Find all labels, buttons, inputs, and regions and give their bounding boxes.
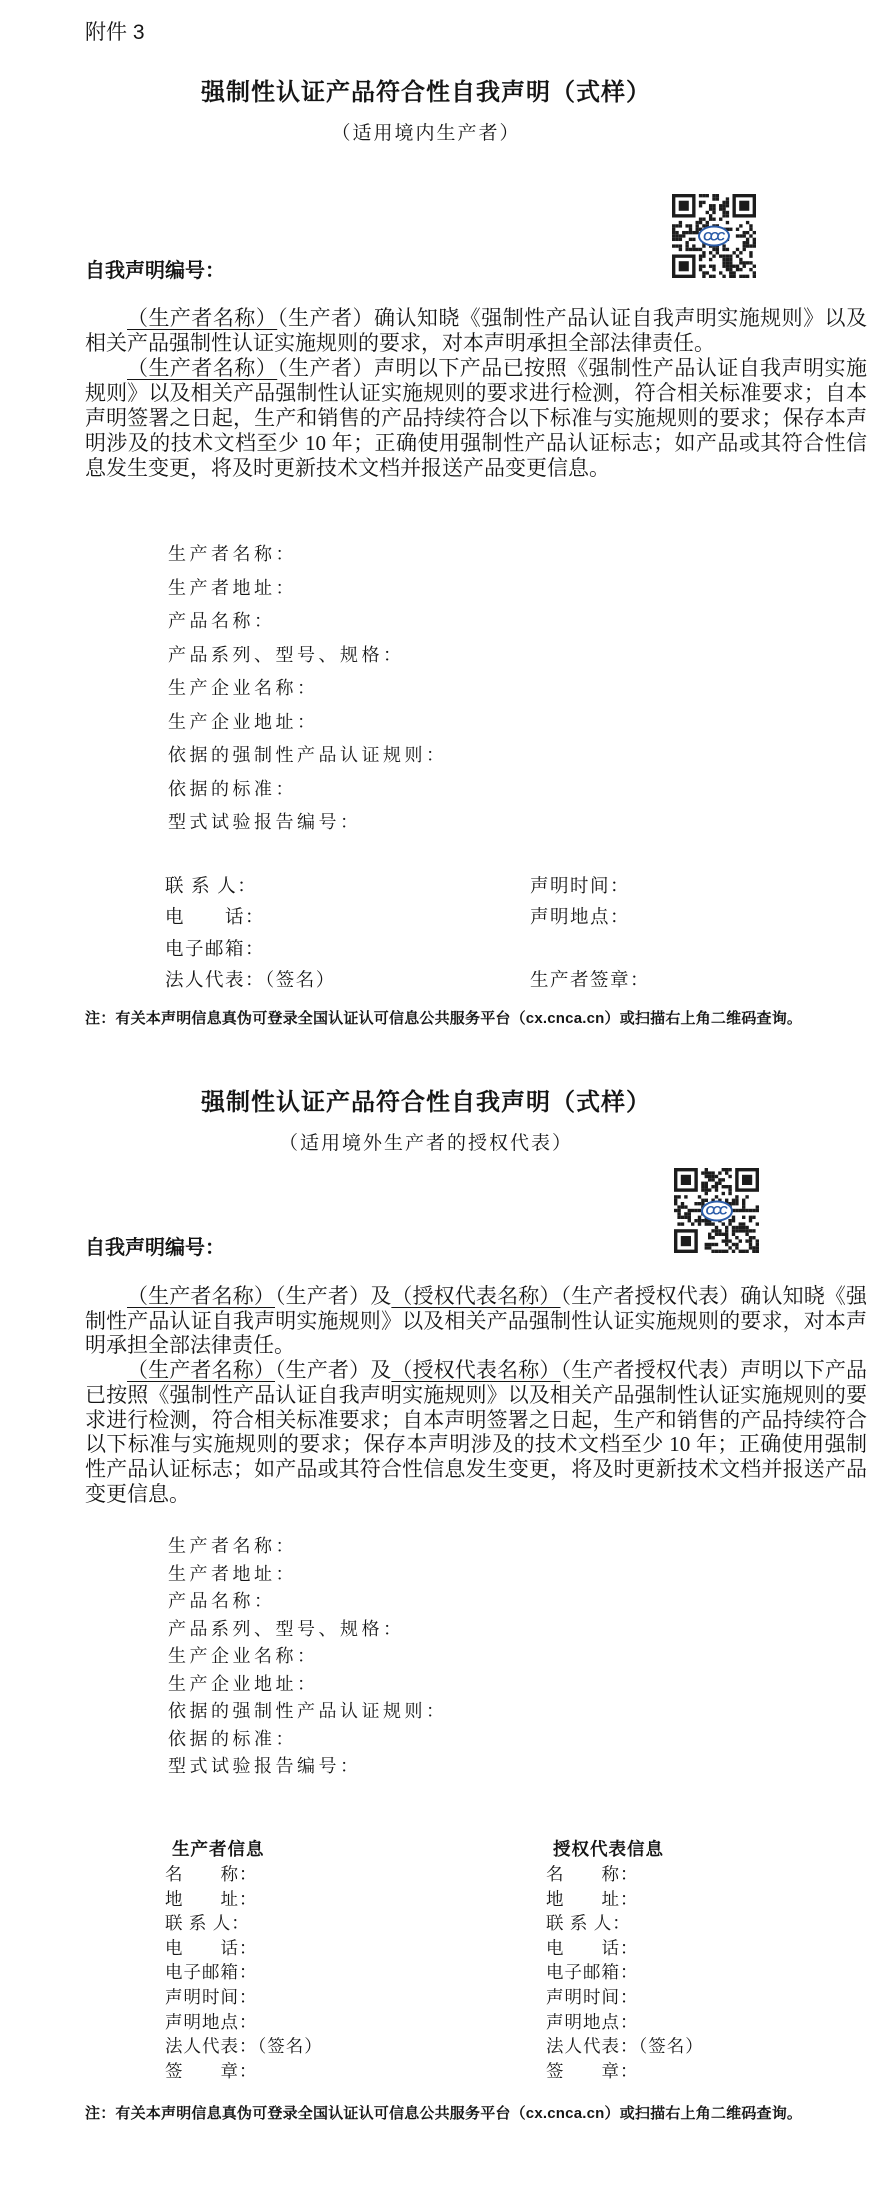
form2-field-list — [168, 1533, 448, 1781]
info-row-label: 电 话： — [165, 1937, 258, 1958]
underlined-blank: （生产者名称） — [127, 306, 278, 330]
field-item: 产品名称： — [168, 611, 276, 631]
form1-contact-right — [530, 872, 650, 997]
field-item: 产品系列、型号、规格： — [168, 1618, 405, 1639]
info-row-label: 地 址： — [546, 1888, 639, 1909]
form1-field-list — [168, 538, 448, 840]
authorized-rep-info-rows — [546, 1862, 704, 2083]
info-row-label: 签 章： — [165, 2060, 258, 2081]
ccc-logo-icon: CCC — [698, 226, 730, 247]
contact-label: 法人代表：（签名） — [165, 970, 336, 991]
info-row-label: 声明时间： — [165, 1986, 258, 2007]
form2-declaration-paragraphs — [85, 1284, 867, 1506]
field-item: 产品系列、型号、规格： — [168, 644, 405, 665]
underlined-blank: （授权代表名称） — [391, 1284, 561, 1308]
contact-label: 生产者签章： — [530, 970, 651, 991]
field-item: 生产企业地址： — [168, 711, 319, 732]
form1-title: 强制性认证产品符合性自我声明（式样） — [201, 79, 651, 106]
underlined-blank: （生产者名称） — [127, 1284, 275, 1308]
field-item: 依据的标准： — [168, 778, 297, 799]
info-row-label: 电子邮箱： — [165, 1962, 258, 1983]
underlined-blank: （授权代表名称） — [391, 1358, 561, 1383]
form2-note: 注：有关本声明信息真伪可登录全国认证认可信息公共服务平台（cx.cnca.cn）或扫描右上角二维码查询。 — [85, 2105, 803, 2122]
field-item: 依据的强制性产品认证规则： — [168, 1701, 448, 1721]
contact-label: 联 系 人： — [165, 877, 258, 897]
field-item: 生产者名称： — [168, 544, 297, 564]
authorized-rep-info-header: 授权代表信息 — [553, 1839, 664, 1859]
info-row-label: 电 话： — [546, 1937, 639, 1958]
contact-label — [530, 935, 650, 966]
qr-code-icon — [674, 1168, 759, 1253]
field-item: 生产者名称： — [168, 1536, 297, 1556]
declaration-number-label: 自我声明编号： — [85, 1237, 225, 1259]
paragraph — [85, 356, 867, 481]
form2-title: 强制性认证产品符合性自我声明（式样） — [201, 1089, 651, 1116]
contact-label: 声明地点： — [530, 908, 631, 929]
paragraph-text: （生产者）确认知晓《强制性产品认证自我声明实施规则》以及相关产品强制性认证实施规则的要求，对本声明承担全部法律责任。 — [85, 306, 868, 355]
paragraph-text: （生产者）及 — [275, 1284, 392, 1308]
info-row-label: 声明时间： — [546, 1986, 639, 2007]
field-item: 依据的强制性产品认证规则： — [168, 745, 448, 765]
info-row-label: 声明地点： — [165, 2011, 258, 2032]
declaration-number-label: 自我声明编号： — [85, 260, 225, 282]
paragraph — [85, 306, 867, 356]
info-row-label: 签 章： — [546, 2060, 639, 2081]
ccc-logo-icon: CCC — [701, 1200, 733, 1221]
field-item: 依据的标准： — [168, 1728, 297, 1749]
field-item: 生产企业名称： — [168, 1646, 319, 1666]
field-item: 型式试验报告编号： — [168, 812, 362, 832]
info-row-label: 名 称： — [546, 1864, 639, 1884]
paragraph-text: （生产者）声明以下产品已按照《强制性产品认证自我声明实施规则》以及相关产品强制性认证实施规则的要求进行检测，符合相关标准要求；自本声明签署之日起，生产和销售的产品持续符合以下标准与实施规则的要求；保存本声明涉及的技术文档至少 10 年；正确使用强制性产品认证标志；如产品或其符合性信息发生变更，将及时更新技术文档并报送产品变更信息。 — [85, 356, 868, 480]
paragraph-text: （生产者授权代表）确认知晓《强制性产品认证自我声明实施规则》以及相关产品强制性认证实施规则的要求，对本声明承担全部法律责任。 — [85, 1284, 868, 1358]
form1-contact-left — [165, 872, 336, 997]
form1-note: 注：有关本声明信息真伪可登录全国认证认可信息公共服务平台（cx.cnca.cn）或扫描右上角二维码查询。 — [85, 1010, 803, 1027]
underlined-blank: （生产者名称） — [127, 1358, 275, 1383]
info-row-label: 地 址： — [165, 1888, 258, 1909]
contact-label: 声明时间： — [530, 877, 631, 897]
form1-declaration-paragraphs — [85, 306, 867, 481]
field-item: 产品名称： — [168, 1591, 276, 1611]
info-row-label: 法人代表：（签名） — [546, 2036, 704, 2057]
paragraph — [85, 1284, 867, 1358]
underlined-blank: （生产者名称） — [127, 356, 278, 380]
producer-info-header: 生产者信息 — [172, 1839, 265, 1859]
qr-code-icon — [672, 194, 756, 278]
form1-subtitle: （适用境内生产者） — [331, 123, 521, 144]
info-row-label: 名 称： — [165, 1864, 258, 1884]
form2-subtitle: （适用境外生产者的授权代表） — [278, 1133, 573, 1154]
info-row-label: 联 系 人： — [546, 1913, 631, 1934]
field-item: 生产者地址： — [168, 1563, 297, 1584]
producer-info-rows — [165, 1862, 323, 2083]
attachment-label: 附件 3 — [85, 21, 145, 44]
field-item: 型式试验报告编号： — [168, 1756, 362, 1776]
field-item: 生产企业名称： — [168, 678, 319, 698]
field-item: 生产企业地址： — [168, 1673, 319, 1694]
contact-label: 电子邮箱： — [165, 939, 266, 960]
info-row-label: 法人代表：（签名） — [165, 2036, 323, 2057]
info-row-label: 联 系 人： — [165, 1913, 250, 1934]
paragraph-text: （生产者）及 — [275, 1358, 392, 1383]
info-row-label: 声明地点： — [546, 2011, 639, 2032]
field-item: 生产者地址： — [168, 577, 297, 598]
info-row-label: 电子邮箱： — [546, 1962, 639, 1983]
paragraph-text: （生产者授权代表）声明以下产品已按照《强制性产品认证自我声明实施规则》以及相关产品强制性认证实施规则的要求进行检测，符合相关标准要求；自本声明签署之日起，生产和销售的产品持续符合以下标准与实施规则的要求；保存本声明涉及的技术文档至少 10 年；正确使用强制性产品认证标志；如产品或其符合性信息发生变更，将及时更新技术文档并报送产品变更信息。 — [85, 1358, 868, 1506]
paragraph — [85, 1358, 867, 1506]
contact-label: 电 话： — [165, 908, 266, 929]
